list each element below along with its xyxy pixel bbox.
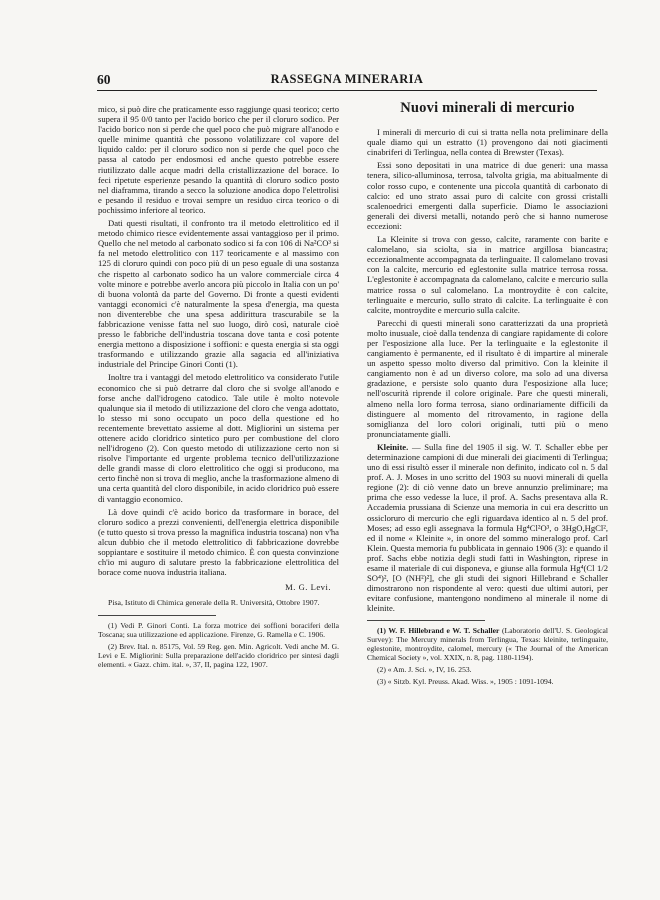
right-paragraph-4: Parecchi di questi minerali sono caratterizzati da una proprietà molto inusuale, cioè dalla tendenza di cangiare rapidamente di colore per l'esposizione alla luce. Per la terlinguaite e la eglestonite il cangiamento è permanente, ed il risultato è di impartire al minerale un aspetto spesso molto diverso dal primitivo. Con la kleinite il cangiamento non è ad un diverso colore, ma solo ad una diversa gradazione, e persiste solo quanto dura l'esposizione alla luce; nell'oscurità riprende il colore originale. Pare che questi minerali, almeno nella loro forma terrosa, siano ordinariamente difficili da distinguere al momento del ritrovamento, in ragione della somiglianza del loro colori originali, tutti più o meno pronunciatamente gialli. — [367, 317, 608, 439]
left-footnote-2: (2) Brev. Ital. n. 85175, Vol. 59 Reg. gen. Min. Agricolt. Vedi anche M. G. Levi e E. Migliorini: Sulla preparazione dell'acido cloridrico per sintesi dagli elementi. « Gazz. chim. ital. », 37, II, pagina 122, 1907. — [98, 641, 339, 669]
right-footnote-rule — [367, 620, 485, 621]
left-footnote-1: (1) Vedi P. Ginori Conti. La forza motrice dei soffioni boraciferi della Toscana; sua utilizzazione ed applicazione. Firenze, G. Ramella e C. 1906. — [98, 620, 339, 639]
article-title: Nuovi minerali di mercurio — [400, 100, 575, 116]
running-title: RASSEGNA MINERARIA — [270, 72, 424, 86]
right-footnote-2: (2) « Am. J. Sci. », IV, 16. 253. — [377, 664, 472, 674]
left-paragraph-3: Inoltre tra i vantaggi del metodo elettrolitico va considerato l'utile economico che si può detrarre dal cloro che si svolge all'anodo e forse anche dall'idrogeno catodico. Tale utile è molto notevole qualunque sia il metodo di utilizzazione del cloro che venga adottato, lo stesso mi sono occupato un poco della questione ed ho recentemente brevettato assieme al dott. Migliorini un sistema per ottenere acido cloridrico sintetico puro per combustione del cloro nell'idrogeno (2). Con questo metodo di utilizzazione certo non si risolve l'importante ed urgente problema tecnico dell'utilizzazione delle grandi masse di cloro elettrolitico che oggi si producono, ma certo finchè non si trova di meglio, anche la trasformazione almeno di una certa quantità del cloro disponibile, in acido cloridrico può essere di vantaggio economico. — [98, 372, 340, 504]
left-paragraph-1: mico, si può dire che praticamente esso raggiunge quasi teorico; certo supera il 95 0/0 tanto per l'acido borico che per il cloruro sodico. Per l'acido borico non si perde che quel poco che può migrare all'anodo e quelle minime quantità che possono volatilizzare col vapore del liquido caldo: per il cloruro sodico non si perde che quel poco che passa al catodo per endosmosi ed anche questo potrebbe essere riutilizzato dalle acque madri della cristallizzazione del borace. Io feci ripetute esperienze pesando la quantità di cloruro sodico posto nel diaframma, tirando a secco la soluzione anodica dopo l'elettrolisi e pesando il residuo e trovai sempre un residuo circa teorico o di pochissimo inferiore al teorico. — [98, 104, 339, 215]
right-footnote-3: (3) « Sitzb. Kyl. Preuss. Akad. Wiss. », 1905 : 1091-1094. — [377, 676, 554, 686]
page-number: 60 — [97, 72, 111, 87]
header-rule — [97, 90, 597, 91]
page-header — [97, 72, 597, 88]
kleinite-paragraph — [367, 442, 608, 614]
left-column — [98, 104, 339, 672]
right-footnote-1 — [367, 626, 608, 662]
right-column — [367, 100, 608, 689]
kleinite-text: — Sulla fine del 1905 il sig. W. T. Schaller ebbe per determinazione campioni di due minerali dei giacimenti di Terlingua; uno di essi risultò esser il minerale non definito, indicato col n. 5 dal prof. A. J. Moses in uno scritto del 1903 su nuovi minerali di quella regione (2): di ciò venne dato un breve annunzio preliminare; ma prima che esso vedesse la luce, il prof. A. Sachs presentava alla R. Accademia prussiana di Scienze una memoria in cui era descritto un ossicloruro di mercurio che egli riguardava identico al n. 5 del prof. Moses; ad esso egli assegnava la formula Hg⁴Cl²O³, o 3HgO,HgCl², ed il nome « Kleinite », in onore del sommo mineralogo prof. Carl Klein. Questa memoria fu pubblicata in gennaio 1906 (3): e quando il prof. Sachs ebbe notizia degli studi fatti in Washington, riprese in esame il materiale di cui disponeva, e giunse alla formula Hg⁴(Cl 1/2 SO⁴)², [O (NH²)²], che gli studi dei signori Hillebrand e Schaller dimostrarono non rispondente al vero: questi due ultimi autori, per evitare confusione, mantengono nondimeno al minerale il nome di kleinite. — [367, 441, 608, 614]
right-paragraph-1: I minerali di mercurio di cui si tratta nella nota preliminare della quale diamo qui un estratto (1) provengono dai noti giacimenti cinabriferi di Terlingua, nella contea di Brewster (Texas). — [367, 127, 608, 158]
author-signature: M. G. Levi. — [285, 582, 331, 593]
right-paragraph-2: Essi sono depositati in una matrice di due generi: una massa tenera, silico-alluminosa, terrosa, talvolta grigia, ma abitualmente di color rosso cupo, e contenente una piccola quantità di carbonato di calcio: ed uno strato assai puro di calcite con grossi cristalli scalenoedrici emergenti dalla superficie. Diamo le associazioni generali dei diversi metalli, notando però che si hanno numerose eccezioni: — [367, 160, 608, 231]
footnote-rule — [98, 615, 216, 616]
kleinite-heading: Kleinite. — [377, 441, 409, 452]
right-paragraph-3: La Kleinite si trova con gesso, calcite, raramente con barite e calomelano, sia sciolta, sia in matrice argillosa biancastra; eccezionalmente accompagnata da terlinguaite. Il calomelano trovasi con la calcite, mercurio ed eglestonite sulla matrice terrosa rossa. L'eglestonite è accompagnata da calomelano, calcite e mercurio sulla matrice rossa o sul calomelano. La montroydite è con calcite, terlinguaite e mercurio, sullo strato di calcite. La terlinguaite è con calcite, montroydite e mercurio sulla calcite. — [367, 234, 608, 315]
footnote-text: (Laboratorio dell'U. S. Geological Survey): The Mercury minerals from Terlingua, Texas: kleinite, terlinguaite, eglestonite, montroydite, calomel, mercury (« The Journal of the American Chemical Society », vol. XXIX, n. 8, pag. 1180-1194). — [367, 625, 608, 662]
footnote-authors: (1) W. F. Hillebrand e W. T. Schaller — [377, 625, 500, 635]
left-paragraph-2: Dati questi risultati, il confronto tra il metodo elettrolitico ed il metodo chimico riesce evidentemente assai vantaggioso per il primo. Quello che nel metodo al carbonato sodico si fa con 106 di Na²CO³ si fa nel metodo elettrolitico con 117 teoricamente e al massimo con 125 di cloruro quindi con poco più di un peso eguale di una sostanza che rispetto al carbonato sodico ha un valore commerciale circa 4 volte minore e potrebbe averlo ancora più piccolo in Italia con un po' di buona volontà da parte del Governo. Di fronte a questi evidenti vantaggi economici c'è naturalmente la spesa d'energia, ma questa non diventerebbe che una spesa addirittura trascurabile se la fabbricazione venisse fatta nel suo luogo, dirò così, naturale cioè presso le fabbriche dell'industria toscana dove tanta e così potente energia mettono a disposizione i soffioni: e questa energia si sta oggi trasformando e utilizzando grazie alla sagacia ed all'iniziativa industriale del Principe Ginori Conti (1). — [98, 218, 339, 370]
author-affiliation: Pisa, Istituto di Chimica generale della R. Università, Ottobre 1907. — [108, 598, 320, 608]
left-paragraph-4: Là dove quindi c'è acido borico da trasformare in borace, del cloruro sodico a prezzi convenienti, dell'energia elettrica disponibile (e tutto questo si trova presso la magnifica industria toscana) non v'ha alcun dubbio che il metodo elettrolitico di fabbricazione dovrebbe soppiantare e sostituire il metodo chimico. È con questa convinzione ch'io mi auguro di salutare presto la fabbricazione elettrolitica del borace come nuova industria italiana. — [98, 506, 339, 578]
